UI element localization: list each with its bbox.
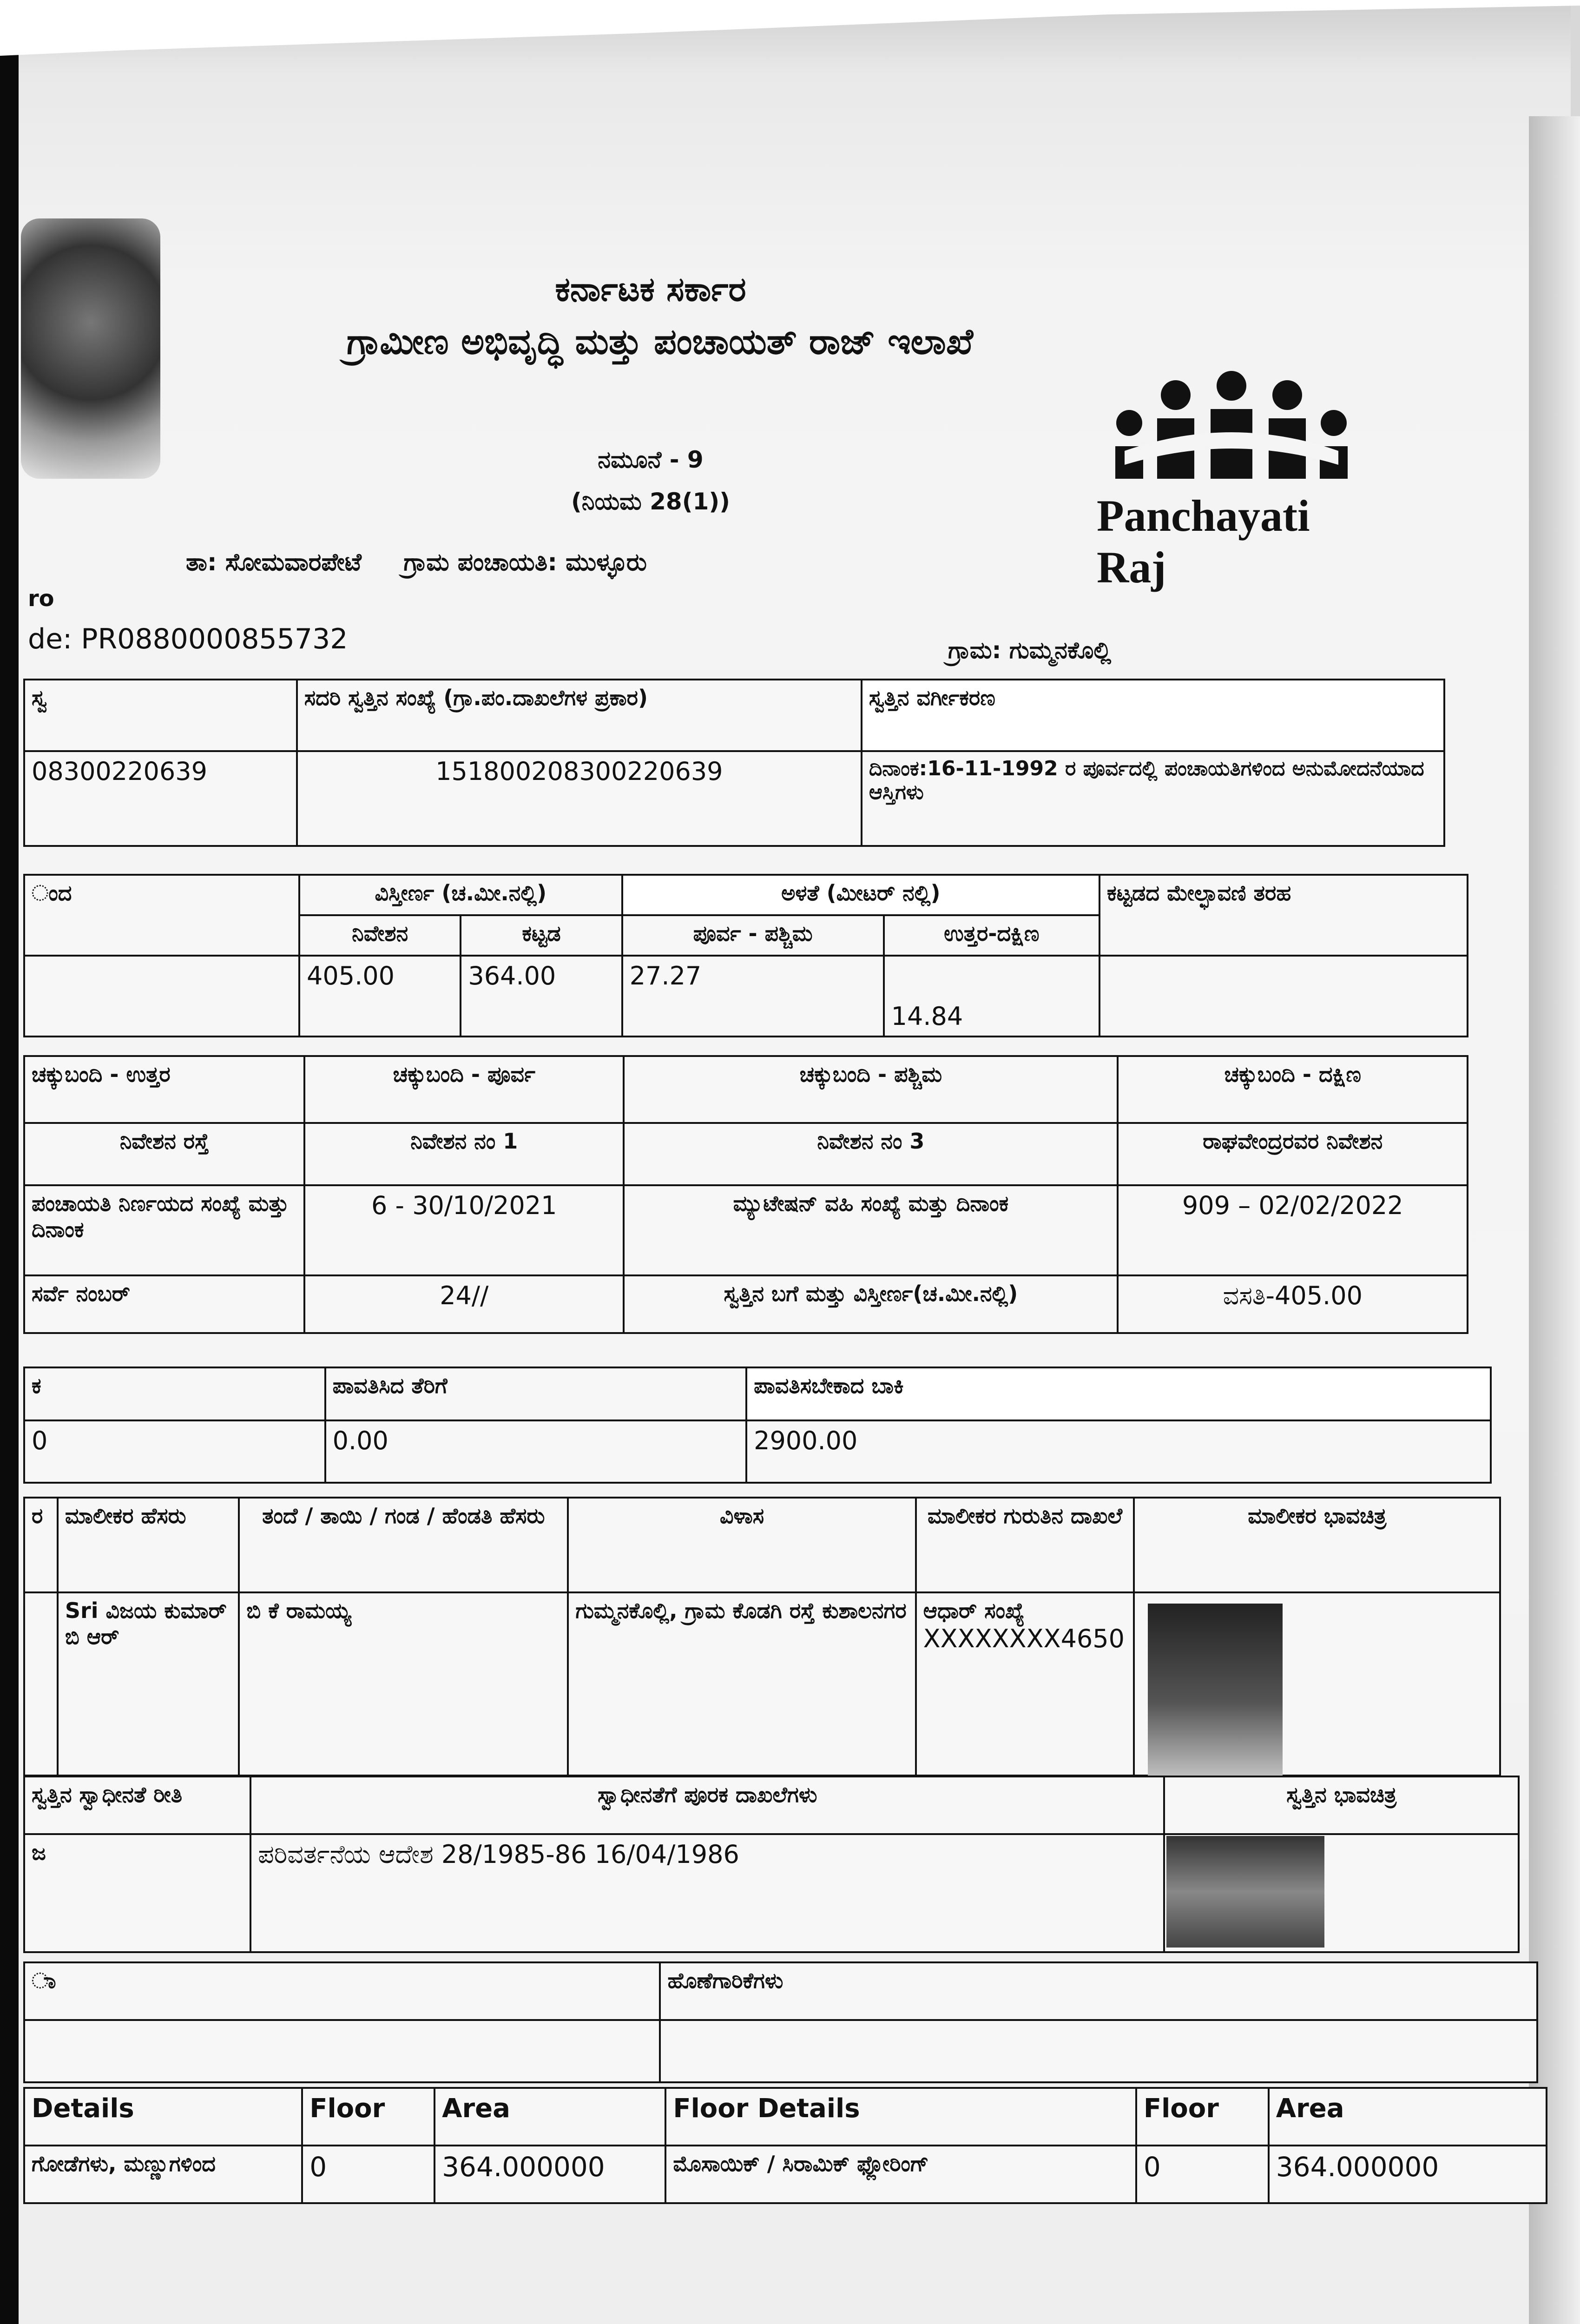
taluk-text: ತಾ: ಸೋಮವಾರಪೇಟೆ bbox=[186, 548, 362, 576]
department-title: ಗ್ರಾಮೀಣ ಅಭಿವೃದ್ಧಿ ಮತ್ತು ಪಂಚಾಯತ್ ರಾಜ್ ಇಲಾಖೆ bbox=[346, 321, 974, 362]
north-south-value: 14.84 bbox=[884, 956, 1099, 1037]
owner-id-type: ಆಧಾರ್ ಸಂಖ್ಯೆ bbox=[923, 1598, 1025, 1623]
acquisition-method-label: ಸ್ವತ್ತಿನ ಸ್ವಾಧೀನತೆ ರೀತಿ bbox=[24, 1776, 250, 1834]
property-number-label: ಸದರಿ ಸ್ವತ್ತಿನ ಸಂಖ್ಯೆ (ಗ್ರಾ.ಪಂ.ದಾಖಲೆಗಳ ಪ್ರಕಾರ) bbox=[297, 680, 862, 751]
floor-row-area-2: 364.000000 bbox=[1269, 2146, 1547, 2203]
taluk-panchayat bbox=[186, 548, 790, 577]
resolution-value: 6 - 30/10/2021 bbox=[304, 1185, 624, 1275]
owner-photo bbox=[1148, 1604, 1283, 1785]
panchayati-raj-logo bbox=[1097, 358, 1366, 592]
government-title: ಕರ್ನಾಟಕ ಸರ್ಕಾರ bbox=[555, 270, 746, 309]
north-south-label: ಉತ್ತರ-ದಕ್ಷಿಣ bbox=[884, 915, 1099, 956]
dimensions-left-value bbox=[24, 956, 299, 1037]
nature-value: ವಸತಿ-405.00 bbox=[1118, 1275, 1468, 1333]
floor-row-floor: 0 bbox=[302, 2146, 434, 2203]
floor-row-area: 364.000000 bbox=[434, 2146, 665, 2203]
floor-header-floor-details: Floor Details bbox=[665, 2088, 1136, 2146]
floor-details-table bbox=[23, 2087, 1547, 2204]
liabilities-table bbox=[23, 1961, 1538, 2083]
tax-left-label: ಕ bbox=[24, 1367, 325, 1420]
karnataka-emblem-icon bbox=[21, 218, 160, 479]
people-group-icon bbox=[1097, 358, 1366, 483]
south-boundary-label: ಚಕ್ಕುಬಂದಿ - ದಕ್ಷಿಣ bbox=[1118, 1056, 1468, 1123]
building-area-value: 364.00 bbox=[461, 956, 622, 1037]
tax-table bbox=[23, 1367, 1492, 1484]
survey-value: 24// bbox=[304, 1275, 624, 1333]
building-label: ಕಟ್ಟಡ bbox=[461, 915, 622, 956]
paid-tax-value: 0.00 bbox=[325, 1420, 747, 1483]
west-boundary-value: ನಿವೇಶನ ನಂ 3 bbox=[624, 1123, 1118, 1185]
tax-left-value: 0 bbox=[24, 1420, 325, 1483]
area-label: ವಿಸ್ತೀರ್ಣ (ಚ.ಮೀ.ನಲ್ಲಿ) bbox=[299, 875, 622, 915]
measure-label: ಅಳತೆ (ಮೀಟರ್ ನಲ್ಲಿ) bbox=[622, 875, 1099, 915]
classification-label: ಸ್ವತ್ತಿನ ವರ್ಗೀಕರಣ bbox=[862, 680, 1444, 751]
acquisition-method-value: ಜ bbox=[24, 1834, 250, 1952]
floor-header-area: Area bbox=[434, 2088, 665, 2146]
owner-id-number: XXXXXXXX4650 bbox=[923, 1624, 1125, 1653]
relation-value: ಬಿ ಕೆ ರಾಮಯ್ಯ bbox=[239, 1592, 568, 1776]
acquisition-docs-value: ಪರಿವರ್ತನೆಯ ಆದೇಶ 28/1985-86 16/04/1986 bbox=[250, 1834, 1164, 1952]
site-label: ನಿವೇಶನ bbox=[299, 915, 461, 956]
property-photo-label: ಸ್ವತ್ತಿನ ಭಾವಚಿತ್ರ bbox=[1164, 1776, 1519, 1834]
east-west-value: 27.27 bbox=[622, 956, 884, 1037]
floor-row-wall: ಗೋಡೆಗಳು, ಮಣ್ಣುಗಳಿಂದ bbox=[24, 2146, 302, 2203]
resolution-label: ಪಂಚಾಯತಿ ನಿರ್ಣಯದ ಸಂಖ್ಯೆ ಮತ್ತು ದಿನಾಂಕ bbox=[24, 1185, 304, 1275]
owner-id-value bbox=[916, 1592, 1134, 1776]
due-tax-label: ಪಾವತಿಸಬೇಕಾದ ಬಾಕಿ bbox=[746, 1367, 1491, 1420]
property-id-table bbox=[23, 679, 1445, 847]
mutation-label: ಮ್ಯುಟೇಷನ್ ವಹಿ ಸಂಖ್ಯೆ ಮತ್ತು ದಿನಾಂಕ bbox=[624, 1185, 1118, 1275]
liabilities-value bbox=[660, 2020, 1537, 2082]
floor-header-floor-2: Floor bbox=[1136, 2088, 1269, 2146]
owner-name-value: Sri ವಿಜಯ ಕುಮಾರ್ ಬಿ ಆರ್ bbox=[58, 1592, 239, 1776]
property-number-value: 151800208300220639 bbox=[297, 751, 862, 846]
liabilities-left-label: ಾ bbox=[24, 1962, 660, 2020]
property-photo bbox=[1166, 1836, 1324, 1948]
logo-text: Panchayati Raj bbox=[1097, 491, 1310, 592]
owner-name-label: ಮಾಲೀಕರ ಹೆಸರು bbox=[58, 1498, 239, 1592]
north-boundary-label: ಚಕ್ಕುಬಂದಿ - ಉತ್ತರ bbox=[24, 1056, 304, 1123]
east-boundary-value: ನಿವೇಶನ ನಂ 1 bbox=[304, 1123, 624, 1185]
floor-header-area-2: Area bbox=[1269, 2088, 1547, 2146]
rule-number: (ನಿಯಮ 28(1)) bbox=[571, 488, 731, 515]
liabilities-label: ಹೊಣೆಗಾರಿಕೆಗಳು bbox=[660, 1962, 1537, 2020]
floor-header-details: Details bbox=[24, 2088, 302, 2146]
address-value: ಗುಮ್ಮನಕೊಲ್ಲಿ, ಗ್ರಾಮ ಕೊಡಗಿ ರಸ್ತೆ ಕುಶಾಲನಗರ bbox=[568, 1592, 915, 1776]
address-label: ವಿಳಾಸ bbox=[568, 1498, 915, 1592]
dimensions-left-label: ಂದ bbox=[24, 875, 299, 956]
liabilities-left-value bbox=[24, 2020, 660, 2082]
owner-id-label: ಮಾಲೀಕರ ಗುರುತಿನ ದಾಖಲೆ bbox=[916, 1498, 1134, 1592]
paid-tax-label: ಪಾವತಿಸಿದ ತೆರಿಗೆ bbox=[325, 1367, 747, 1420]
east-boundary-label: ಚಕ್ಕುಬಂದಿ - ಪೂರ್ವ bbox=[304, 1056, 624, 1123]
left-fragment: ro bbox=[28, 586, 54, 612]
nature-label: ಸ್ವತ್ತಿನ ಬಗೆ ಮತ್ತು ವಿಸ್ತೀರ್ಣ(ಚ.ಮೀ.ನಲ್ಲಿ) bbox=[624, 1275, 1118, 1333]
property-code: de: PR0880000855732 bbox=[28, 623, 348, 655]
left-id-label: ಸ್ವ bbox=[24, 680, 297, 751]
acquisition-docs-label: ಸ್ವಾಧೀನತೆಗೆ ಪೂರಕ ದಾಖಲೆಗಳು bbox=[250, 1776, 1164, 1834]
west-boundary-label: ಚಕ್ಕುಬಂದಿ - ಪಶ್ಚಿಮ bbox=[624, 1056, 1118, 1123]
relation-label: ತಂದೆ / ತಾಯಿ / ಗಂಡ / ಹೆಂಡತಿ ಹೆಸರು bbox=[239, 1498, 568, 1592]
dimensions-table bbox=[23, 874, 1468, 1037]
east-west-label: ಪೂರ್ವ - ಪಶ್ಚಿಮ bbox=[622, 915, 884, 956]
due-tax-value: 2900.00 bbox=[746, 1420, 1491, 1483]
roof-type-value bbox=[1099, 956, 1468, 1037]
owner-no-value bbox=[24, 1592, 58, 1776]
village-name: ಗ್ರಾಮ: ಗುಮ್ಮನಕೊಲ್ಲಿ bbox=[948, 637, 1112, 664]
owner-no-label: ರ bbox=[24, 1498, 58, 1592]
classification-value: ದಿನಾಂಕ:16-11-1992 ರ ಪೂರ್ವದಲ್ಲಿ ಪಂಚಾಯತಿಗಳಿಂದ ಅನುಮೋದನೆಯಾದ ಆಸ್ತಿಗಳು bbox=[862, 751, 1444, 846]
south-boundary-value: ರಾಘವೇಂದ್ರರವರ ನಿವೇಶನ bbox=[1118, 1123, 1468, 1185]
mutation-value: 909 – 02/02/2022 bbox=[1118, 1185, 1468, 1275]
site-area-value: 405.00 bbox=[299, 956, 461, 1037]
gram-panchayat-text: ಗ್ರಾಮ ಪಂಚಾಯತಿ: ಮುಳ್ಳೂರು bbox=[403, 548, 647, 576]
form-number: ನಮೂನೆ - 9 bbox=[598, 446, 704, 473]
north-boundary-value: ನಿವೇಶನ ರಸ್ತೆ bbox=[24, 1123, 304, 1185]
floor-row-flooring: ಮೊಸಾಯಿಕ್ / ಸಿರಾಮಿಕ್ ಫ್ಲೋರಿಂಗ್ bbox=[665, 2146, 1136, 2203]
floor-row-floor-2: 0 bbox=[1136, 2146, 1269, 2203]
roof-type-label: ಕಟ್ಟಡದ ಮೇಲ್ಛಾವಣಿ ತರಹ bbox=[1099, 875, 1468, 956]
owner-photo-label: ಮಾಲೀಕರ ಭಾವಚಿತ್ರ bbox=[1134, 1498, 1500, 1592]
survey-label: ಸರ್ವೆ ನಂಬರ್ bbox=[24, 1275, 304, 1333]
boundaries-table bbox=[23, 1055, 1468, 1334]
floor-header-floor: Floor bbox=[302, 2088, 434, 2146]
left-id-value: 08300220639 bbox=[24, 751, 297, 846]
